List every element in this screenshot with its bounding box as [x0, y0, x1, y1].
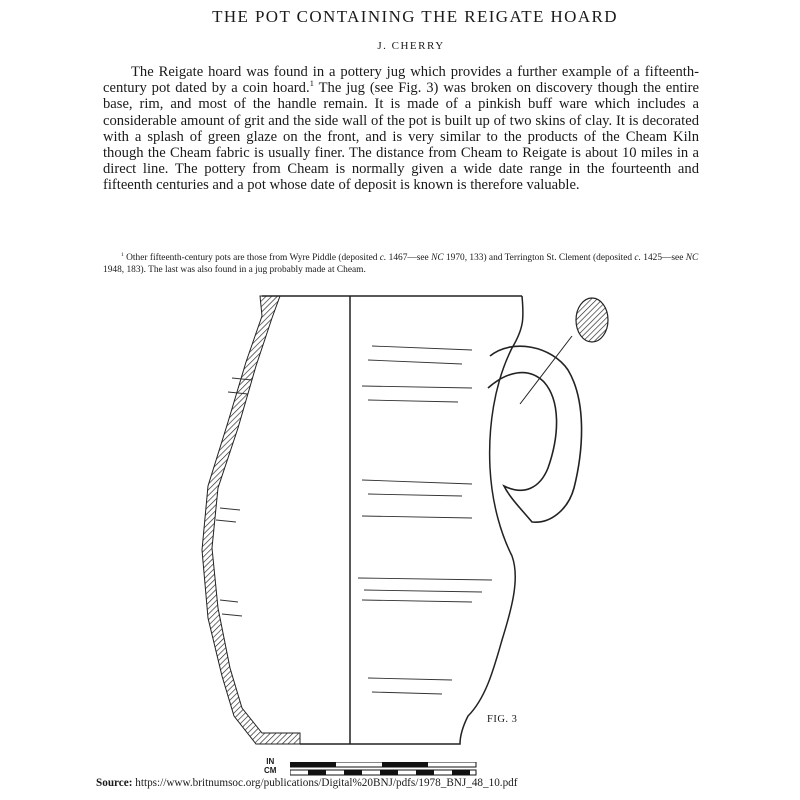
footnote-text: 1970, 133) and Terrington St. Clement (deposited [443, 253, 635, 263]
footnote-circa: c. [379, 253, 387, 263]
author-name: J. CHERRY [377, 40, 445, 52]
footnote-mark: 1 [121, 251, 124, 258]
footnote-text: 1948, 183). The last was also found in a jug probably made at Cheam. [103, 265, 366, 275]
jug-outline [262, 296, 523, 744]
footnote [103, 252, 701, 276]
source-label: Source: [96, 777, 133, 789]
scale-bar-graphic [290, 762, 480, 778]
paragraph-text-2: The jug (see Fig. 3) was broken on discovery though the entire base, rim, and most of the handle remain. It is made of a pinkish buff ware which includes a considerable amount of grit and the side wall of the pot is built up of two skins of clay. It is decorated with a splash of green glaze on the front, and is very similar to the products of the Cheam Kiln though the Cheam fabric is usually finer. The distance from Cheam to Reigate is about 10 miles in a direct line. The pottery from Cheam is normally given a wide date range in the fourteenth and fifteenth centuries and a pot whose date of deposit is known is therefore valuable. [103, 80, 699, 194]
scale-unit-inches: IN [266, 757, 275, 766]
footnote-reference[interactable]: 1 [309, 78, 314, 89]
footnote-journal: NC [685, 253, 699, 263]
source-url[interactable]: https://www.britnumsoc.org/publications/Digital%20BNJ/pdfs/1978_BNJ_48_10.pdf [135, 777, 518, 789]
scale-units [264, 757, 276, 775]
paragraph-text-1: The Reigate hoard was found in a pottery jug which provides a further example of a fifteenth-century pot dated by a coin hoard. [103, 64, 699, 97]
article-paragraph [103, 64, 699, 194]
page-title: THE POT CONTAINING THE REIGATE HOARD [212, 7, 618, 26]
jug-drawing [172, 288, 632, 758]
source-citation [96, 777, 518, 789]
throwing-rings [216, 346, 492, 694]
scale-unit-cm: CM [264, 766, 277, 775]
footnote-text: 1425—see [640, 253, 686, 263]
footnote-journal: NC [431, 253, 444, 263]
footnote-text: Other fifteenth-century pots are those from Wyre Piddle (deposited [123, 253, 380, 263]
figure-label: FIG. 3 [487, 714, 518, 725]
handle-section [576, 298, 608, 342]
footnote-text: 1467—see [386, 253, 432, 263]
article-body [103, 64, 699, 194]
footnote-circa: c. [634, 253, 641, 263]
